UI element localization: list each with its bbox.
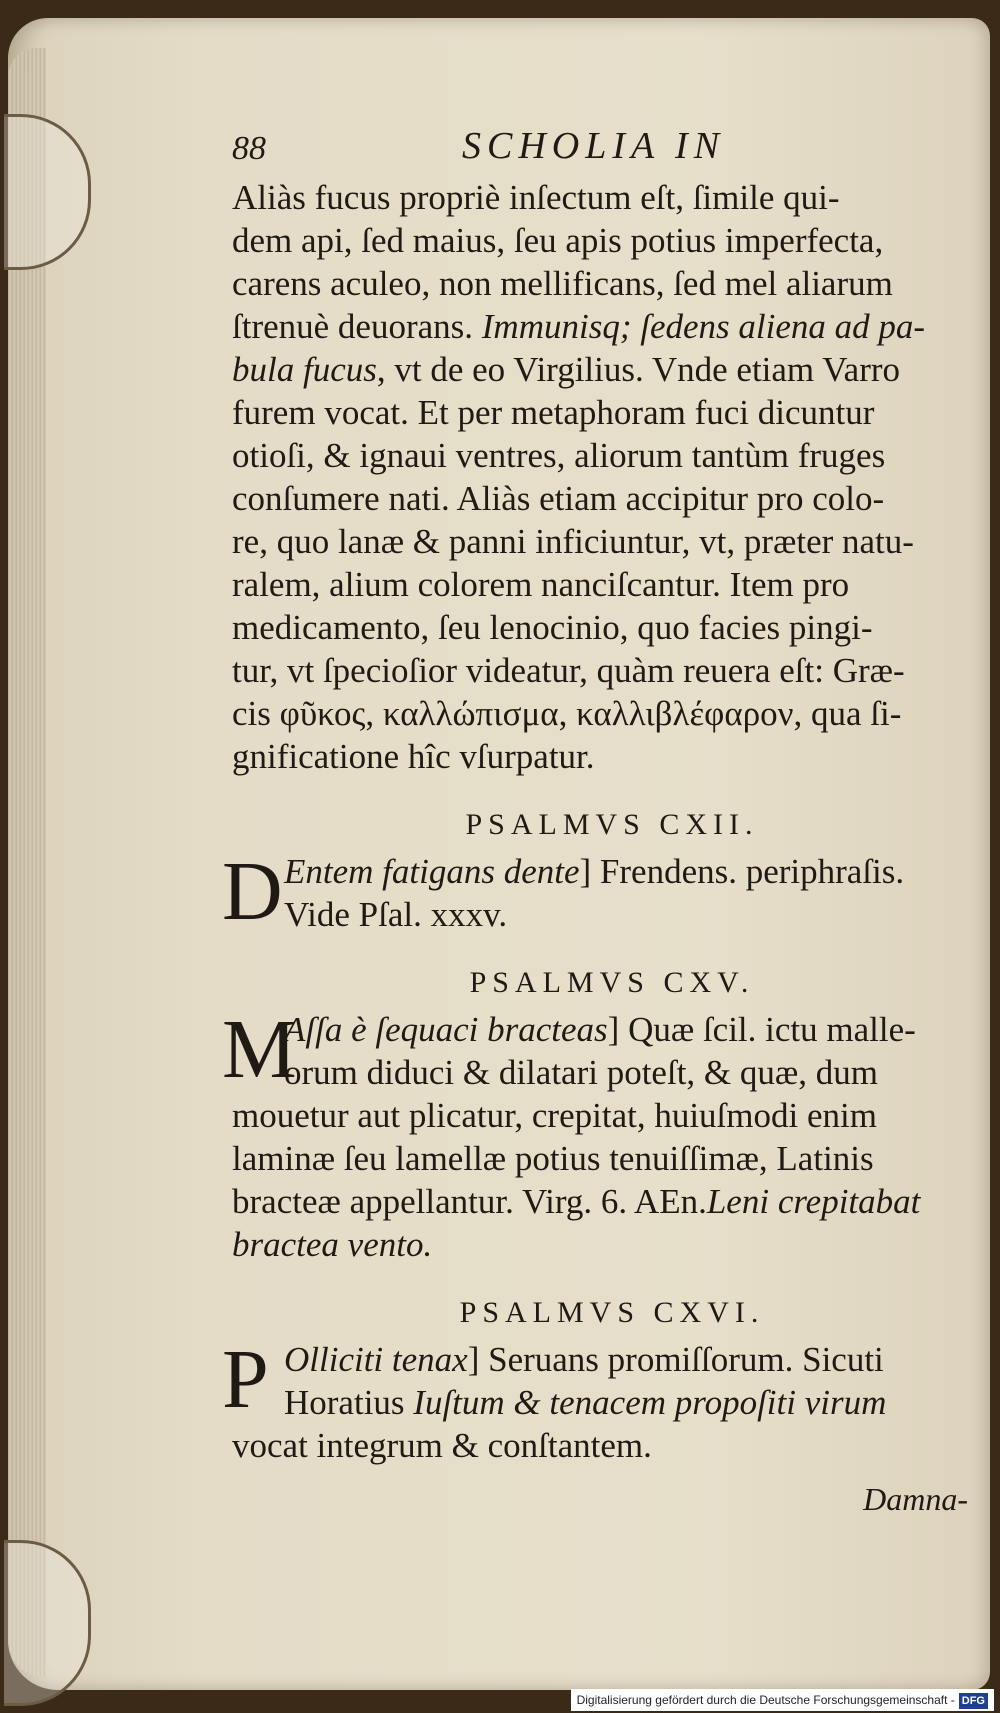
digitization-credit: [571, 1689, 994, 1711]
running-head: SCHOLIA IN: [462, 125, 726, 167]
italic-quote: Iuſtum & tenacem propoſiti virum: [413, 1383, 887, 1422]
psalm-115-continuation: [232, 1094, 992, 1266]
italic-quote: bula fucus: [232, 350, 377, 389]
text-line: ralem, alium colorem nanciſcantur. Item pro: [232, 565, 850, 604]
text-line: re, quo lanæ & panni inficiuntur, vt, præter natu-: [232, 522, 914, 561]
psalm-116-entry: [222, 1333, 992, 1426]
text-run: ] Quæ ſcil. ictu malle-: [607, 1010, 916, 1049]
text-run: , vt de eo Virgilius. Vnde etiam Varro: [376, 350, 901, 389]
text-line: [284, 1338, 992, 1381]
lemma: Aſſa è ſequaci bracteas: [284, 1010, 608, 1049]
text-line: carens aculeo, non mellificans, ſed mel aliarum: [232, 264, 893, 303]
italic-quote: Leni crepitabat: [706, 1182, 921, 1221]
dfg-logo: DFG: [959, 1693, 988, 1709]
text-line: tur, vt ſpecioſior videatur, quàm reuera eſt: Græ-: [232, 651, 905, 690]
psalm-115-entry: [222, 1003, 992, 1096]
clip-bottom: [4, 1540, 91, 1706]
text-line: [232, 305, 992, 348]
lemma: Entem fatigans dente: [284, 852, 580, 891]
text-line: [284, 850, 992, 893]
lemma: Olliciti tenax: [284, 1340, 468, 1379]
text-run: ] Frendens. periphraſis.: [579, 852, 905, 891]
italic-quote: Immunisq; ſedens aliena ad pa-: [481, 307, 926, 346]
drop-cap: M: [222, 1003, 297, 1096]
text-line: dem api, ſed maius, ſeu apis potius imperfecta,: [232, 221, 884, 260]
text-run: bracteæ appellantur. Virg. 6. AEn.: [232, 1182, 707, 1221]
text-line: furem vocat. Et per metaphoram fuci dicuntur: [232, 393, 875, 432]
text-line: otioſi, & ignaui ventres, aliorum tantùm fruges: [232, 436, 886, 475]
psalm-115-heading: PSALMVS CXV.: [469, 966, 755, 999]
psalm-112-entry: [222, 845, 992, 938]
text-line: cis φῦκος, καλλώπισμα, καλλιβλέφαρον, qua ſi-: [232, 694, 902, 733]
text-line: [284, 1381, 992, 1424]
psalm-112-heading: PSALMVS CXII.: [465, 808, 759, 841]
page-header: [232, 120, 992, 176]
drop-cap: P: [222, 1333, 269, 1426]
italic-quote: bractea vento.: [232, 1225, 433, 1264]
credit-text: Digitalisierung gefördert durch die Deutsche Forschungsgemeinschaft -: [576, 1693, 955, 1707]
text-line: laminæ ſeu lamellæ potius tenuiſſimæ, Latinis: [232, 1139, 874, 1178]
text-run: ſtrenuè deuorans.: [232, 307, 474, 346]
page-text: [222, 120, 992, 1518]
text-line: orum diduci & dilatari poteſt, & quæ, dum: [284, 1053, 878, 1092]
text-run: ] Seruans promiſſorum. Sicuti: [467, 1340, 884, 1379]
text-line: [232, 348, 992, 391]
text-line: Aliàs fucus propriè inſectum eſt, ſimile qui-: [232, 178, 840, 217]
text-line: vocat integrum & conſtantem.: [232, 1426, 652, 1465]
text-run: Horatius: [284, 1383, 405, 1422]
page-edges: [8, 48, 46, 1678]
catchword: Damna-: [863, 1481, 968, 1517]
text-line: Vide Pſal. xxxv.: [284, 895, 508, 934]
text-line: gnificatione hîc vſurpatur.: [232, 737, 595, 776]
paragraph-fucus: [232, 176, 992, 778]
text-line: [284, 1008, 992, 1051]
drop-cap: D: [222, 845, 283, 938]
clip-top: [4, 114, 91, 270]
psalm-116-heading: PSALMVS CXVI.: [459, 1296, 765, 1329]
text-line: conſumere nati. Aliàs etiam accipitur pro colo-: [232, 479, 885, 518]
text-line: medicamento, ſeu lenocinio, quo facies pingi-: [232, 608, 873, 647]
text-line: [232, 1180, 992, 1223]
page-number: 88: [232, 130, 266, 167]
text-line: mouetur aut plicatur, crepitat, huiuſmodi enim: [232, 1096, 877, 1135]
